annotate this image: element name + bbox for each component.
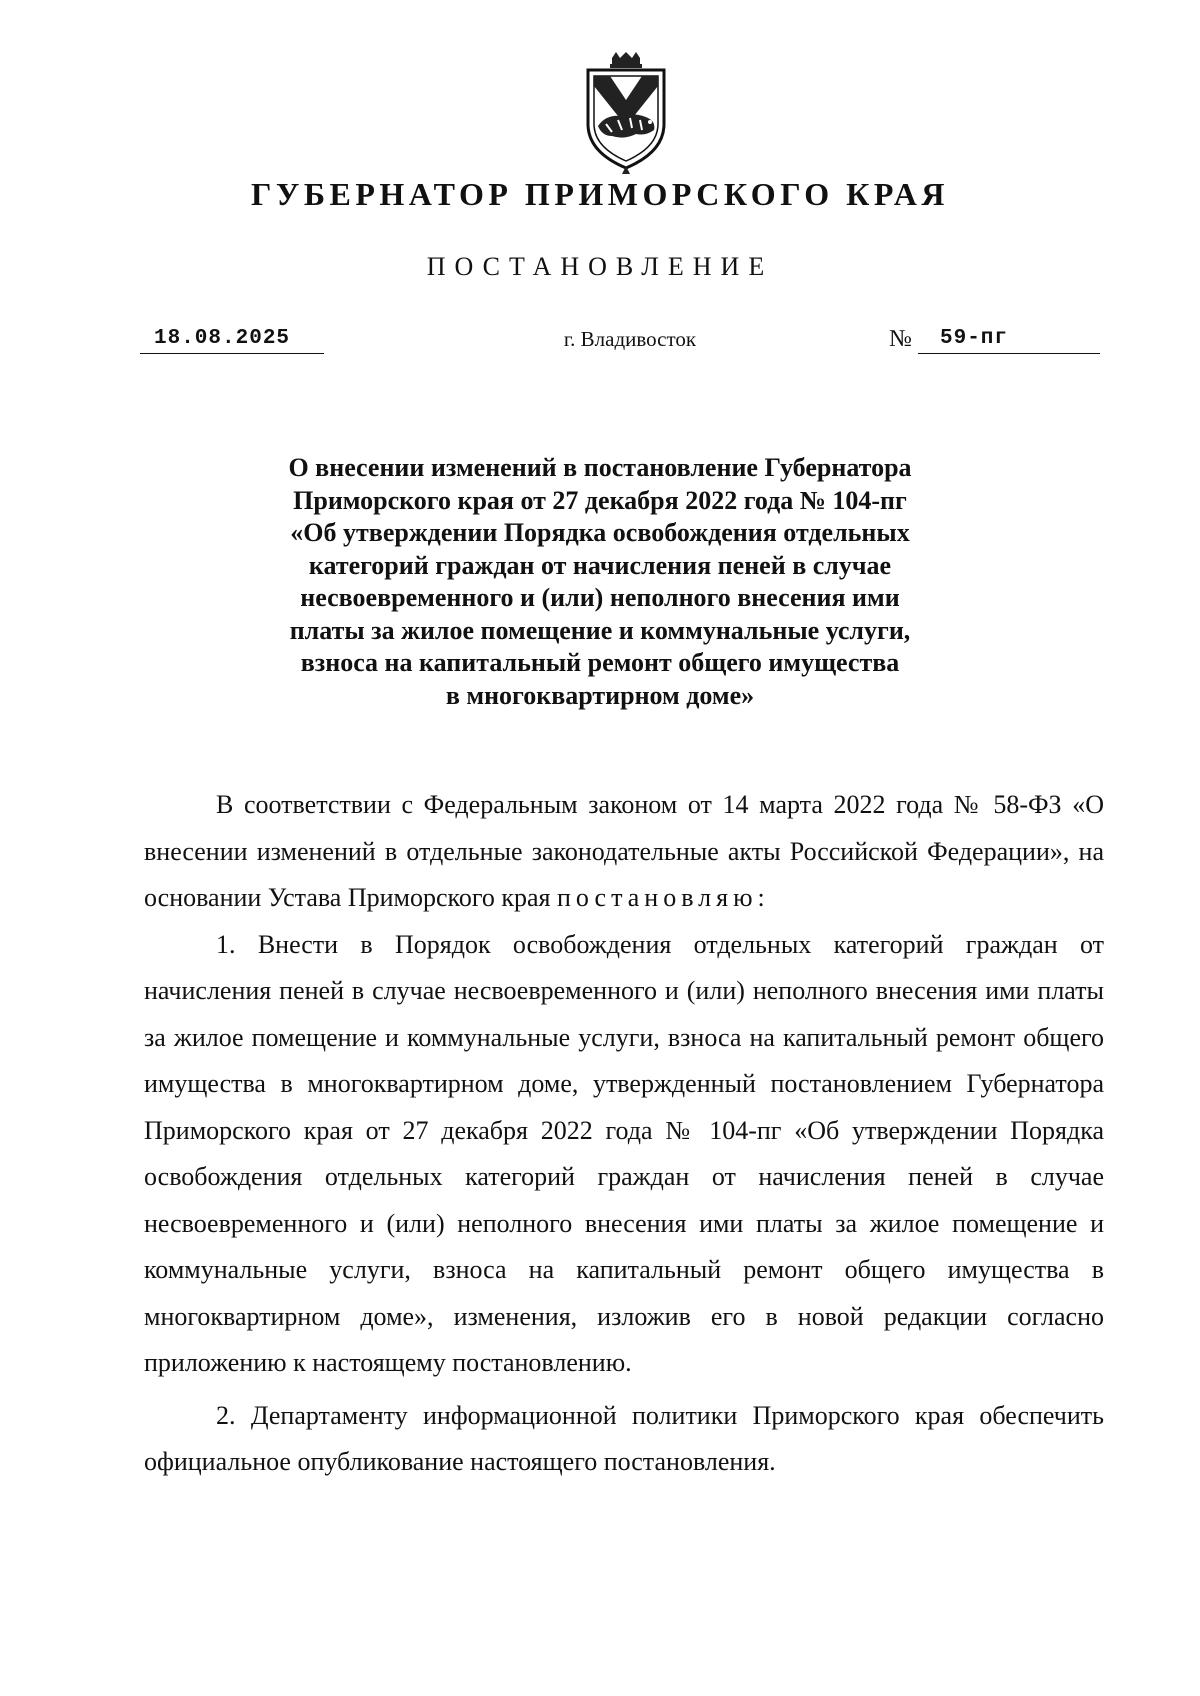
preamble-paragraph (144, 782, 1104, 922)
document-number: 59-пг (918, 325, 1100, 354)
document-place: г. Владивосток (563, 327, 697, 351)
title-line: «Об утверждении Порядка освобождения отдельных (290, 518, 910, 547)
document-meta-row (0, 325, 1200, 365)
title-line: взноса на капитальный ремонт общего имущества (300, 648, 900, 677)
preamble-text: В соответствии с Федеральным законом от 14 марта 2022 года № 58-ФЗ «О внесении изменений в отдельные законодательные акты Российской Федерации», на основании Устава Приморского края (144, 790, 1104, 912)
decree-word: постановляю: (556, 883, 770, 912)
document-title (230, 452, 970, 712)
item-1-paragraph: 1. Внести в Порядок освобождения отдельных категорий граждан от начисления пеней в случае несвоевременного и (или) неполного внесения ими платы за жилое помещение и коммунальные услуги, взноса на капитальный ремонт общего имущества в многоквартирном доме, утвержденный постановлением Губернатора Приморского края от 27 декабря 2022 года № 104-пг «Об утверждении Порядка освобождения отдельных категорий граждан от начисления пеней в случае несвоевременного и (или) неполного внесения ими платы за жилое помещение и коммунальные услуги, взноса на капитальный ремонт общего имущества в многоквартирном доме», изменения, изложив его в новой редакции согласно приложению к настоящему постановлению. (144, 929, 1104, 1377)
title-line: в многоквартирном доме» (445, 680, 755, 710)
number-sign: № (889, 326, 912, 352)
title-line: категорий граждан от начисления пеней в случае (308, 550, 892, 580)
title-line: несвоевременного и (или) неполного внесения ими (300, 583, 900, 612)
title-line: платы за жилое помещение и коммунальные услуги, (289, 615, 911, 645)
document-date: 18.08.2025 (140, 325, 324, 354)
document-type: ПОСТАНОВЛЕНИЕ (426, 252, 774, 281)
issuing-authority: ГУБЕРНАТОР ПРИМОРСКОГО КРАЯ (250, 176, 950, 212)
title-line: О внесении изменений в постановление Губернатора (288, 453, 912, 482)
document-body (144, 782, 1104, 1486)
title-line: Приморского края от 27 декабря 2022 года № 104-пг (293, 485, 907, 515)
coat-of-arms-icon (576, 52, 676, 174)
item-2-paragraph: 2. Департаменту информационной политики Приморского края обеспечить официальное опубликование настоящего постановления. (144, 1400, 1104, 1476)
